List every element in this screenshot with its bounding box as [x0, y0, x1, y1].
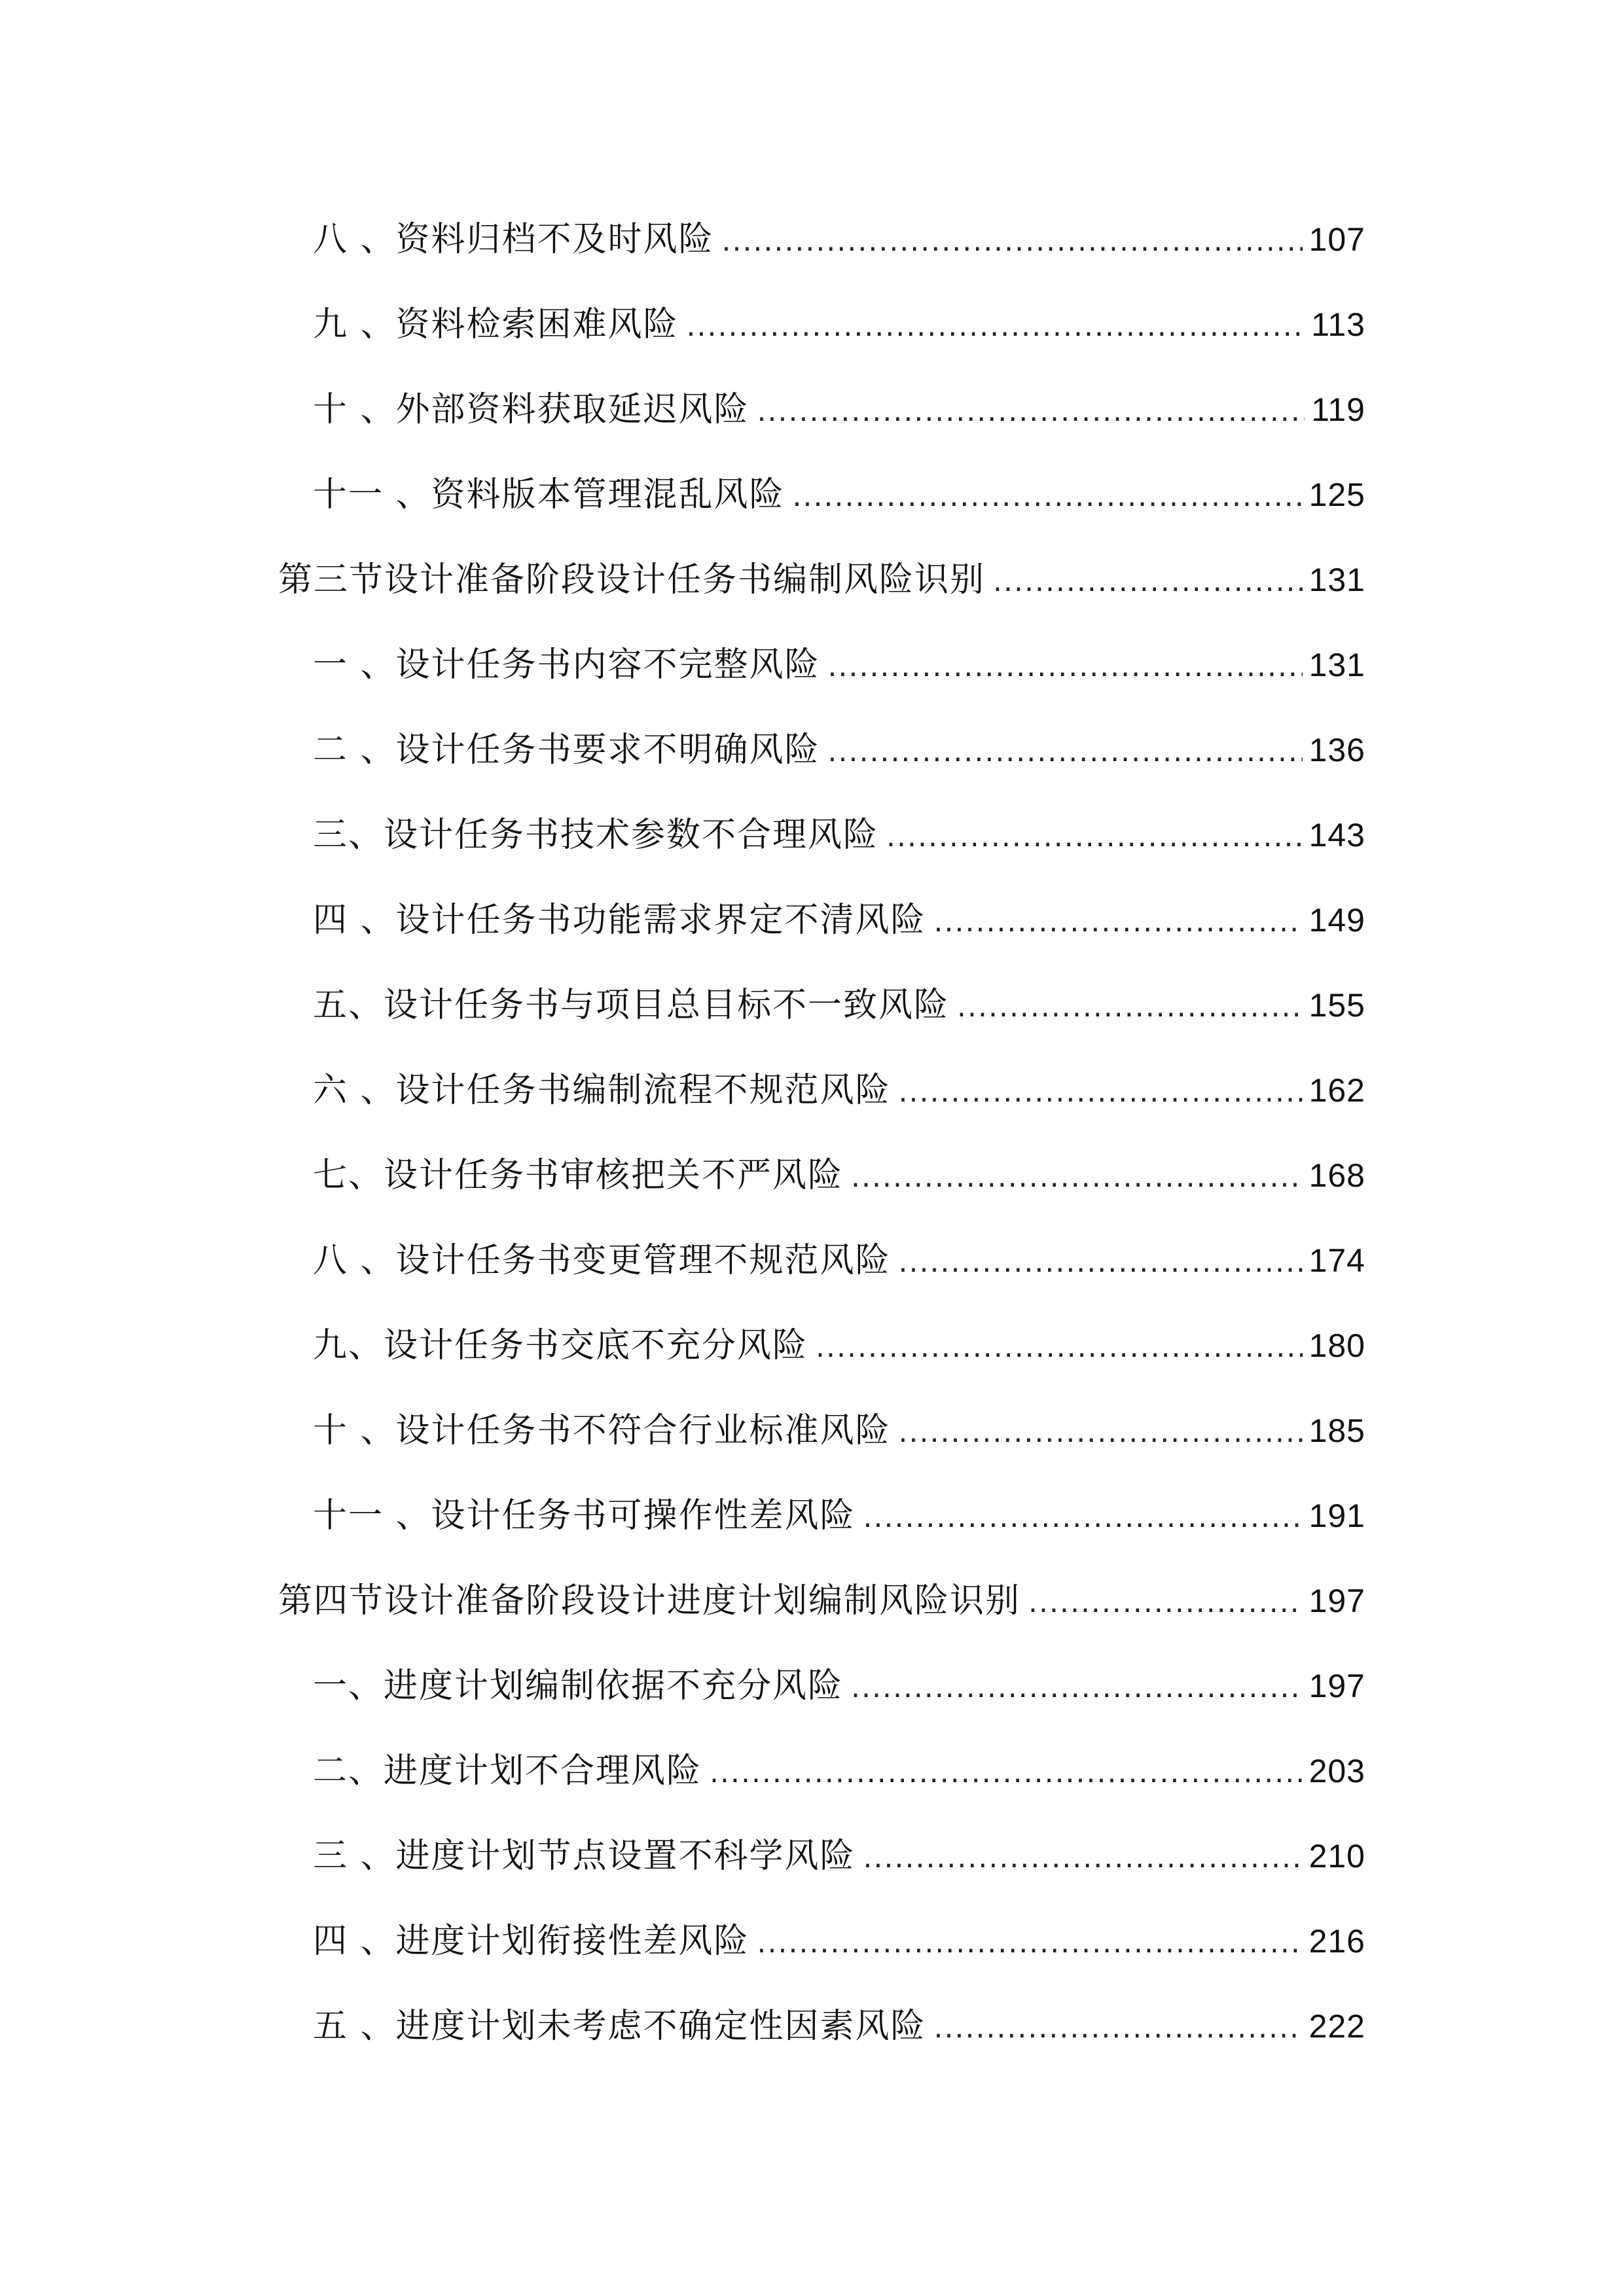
- toc-page-number: 113: [1311, 306, 1365, 343]
- toc-dot-leader: [851, 1662, 1303, 1714]
- toc-page-number: 191: [1308, 1498, 1365, 1534]
- toc-dot-leader: [828, 641, 1303, 693]
- toc-dot-leader: [816, 1321, 1303, 1374]
- toc-entry[interactable]: [313, 1490, 1365, 1542]
- toc-dot-leader: [828, 726, 1303, 778]
- toc-page-number: 155: [1308, 987, 1365, 1024]
- toc-entry[interactable]: [313, 298, 1365, 351]
- toc-dot-leader: [934, 896, 1303, 948]
- toc-section-entry[interactable]: [278, 554, 1365, 606]
- toc-page-number: 131: [1308, 562, 1365, 598]
- toc-page-number: 143: [1308, 817, 1365, 853]
- toc-page-number: 222: [1308, 2008, 1365, 2045]
- toc-entry-title: 三、设计任务书技术参数不合理风险: [313, 816, 879, 855]
- toc-page-number: 210: [1308, 1838, 1365, 1874]
- toc-dot-leader: [851, 1151, 1303, 1204]
- toc-page-number: 107: [1308, 221, 1365, 258]
- toc-entry-title: 一 、设计任务书内容不完整风险: [313, 645, 820, 685]
- toc-entry-title: 一、进度计划编制依据不充分风险: [313, 1666, 844, 1706]
- toc-dot-leader: [863, 1492, 1303, 1544]
- toc-entry-title: 六 、设计任务书编制流程不规范风险: [313, 1071, 891, 1110]
- toc-page-number: 119: [1311, 391, 1365, 428]
- toc-entry-title: 十 、外部资料获取延迟风险: [313, 390, 749, 429]
- toc-entry[interactable]: [313, 724, 1365, 776]
- toc-page-number: 180: [1308, 1327, 1365, 1364]
- toc-entry-title: 四 、设计任务书功能需求界定不清风险: [313, 901, 926, 940]
- toc-page-number: 125: [1308, 476, 1365, 513]
- toc-entry[interactable]: [313, 1149, 1365, 1202]
- toc-entry-title: 三 、进度计划节点设置不科学风险: [313, 1837, 856, 1876]
- toc-entry-title: 二 、设计任务书要求不明确风险: [313, 730, 820, 770]
- toc-entry-title: 七、设计任务书审核把关不严风险: [313, 1156, 844, 1195]
- toc-page-number: 149: [1308, 902, 1365, 939]
- toc-entry-title: 九 、资料检索困难风险: [313, 305, 679, 344]
- toc-entry[interactable]: [313, 1064, 1365, 1117]
- toc-dot-leader: [993, 556, 1303, 608]
- toc-entry[interactable]: [313, 1405, 1365, 1457]
- toc-page-number: 216: [1308, 1923, 1365, 1960]
- toc-dot-leader: [899, 1066, 1303, 1119]
- toc-entry-title: 十 、设计任务书不符合行业标准风险: [313, 1411, 891, 1450]
- toc-dot-leader: [863, 1832, 1303, 1884]
- toc-entry[interactable]: [313, 213, 1365, 266]
- toc-dot-leader: [886, 811, 1303, 863]
- toc-entry[interactable]: [313, 639, 1365, 691]
- toc-entry[interactable]: [313, 1660, 1365, 1712]
- toc-page-number: 131: [1308, 647, 1365, 683]
- toc-page-number: 197: [1308, 1583, 1365, 1619]
- toc-entry[interactable]: [313, 1319, 1365, 1372]
- toc-entry-title: 四 、进度计划衔接性差风险: [313, 1922, 749, 1961]
- toc-page-number: 197: [1308, 1668, 1365, 1704]
- toc-entry[interactable]: [313, 979, 1365, 1031]
- toc-entry[interactable]: [313, 894, 1365, 946]
- toc-entry-title: 二、进度计划不合理风险: [313, 1751, 702, 1791]
- toc-entry[interactable]: [313, 1745, 1365, 1797]
- toc-entry-title: 九、设计任务书交底不充分风险: [313, 1326, 808, 1365]
- toc-dot-leader: [934, 2002, 1303, 2054]
- toc-page-number: 174: [1308, 1242, 1365, 1279]
- toc-dot-leader: [899, 1236, 1303, 1289]
- toc-dot-leader: [687, 300, 1305, 353]
- toc-dot-leader: [722, 215, 1303, 268]
- toc-dot-leader: [710, 1747, 1303, 1799]
- toc-page-number: 136: [1308, 732, 1365, 768]
- toc-entry[interactable]: [313, 384, 1365, 436]
- toc-entry[interactable]: [313, 1234, 1365, 1287]
- toc-entry[interactable]: [313, 469, 1365, 521]
- toc-dot-leader: [757, 1917, 1303, 1969]
- toc-section-title: 第四节设计准备阶段设计进度计划编制风险识别: [278, 1581, 1021, 1621]
- toc-page-number: 203: [1308, 1753, 1365, 1789]
- toc-page-number: 162: [1308, 1072, 1365, 1109]
- toc-entry-title: 八 、资料归档不及时风险: [313, 220, 714, 259]
- toc-dot-leader: [757, 386, 1305, 438]
- toc-dot-leader: [957, 981, 1303, 1033]
- toc-entry-title: 十一 、设计任务书可操作性差风险: [313, 1496, 856, 1535]
- toc-section-entry[interactable]: [278, 1575, 1365, 1627]
- toc-page-number: 185: [1308, 1412, 1365, 1449]
- toc-page-number: 168: [1308, 1157, 1365, 1194]
- toc-dot-leader: [793, 471, 1303, 523]
- toc-entry-title: 十一 、资料版本管理混乱风险: [313, 475, 785, 514]
- toc-entry-title: 五、设计任务书与项目总目标不一致风险: [313, 986, 950, 1025]
- toc-entry[interactable]: [313, 2000, 1365, 2053]
- toc-entry[interactable]: [313, 1830, 1365, 1882]
- toc-entry[interactable]: [313, 1915, 1365, 1967]
- toc-entry-title: 五 、进度计划未考虑不确定性因素风险: [313, 2007, 926, 2046]
- toc-dot-leader: [899, 1407, 1303, 1459]
- toc-dot-leader: [1028, 1577, 1303, 1629]
- toc-entry-title: 八 、设计任务书变更管理不规范风险: [313, 1241, 891, 1280]
- toc-section-title: 第三节设计准备阶段设计任务书编制风险识别: [278, 560, 986, 600]
- toc-entry[interactable]: [313, 809, 1365, 861]
